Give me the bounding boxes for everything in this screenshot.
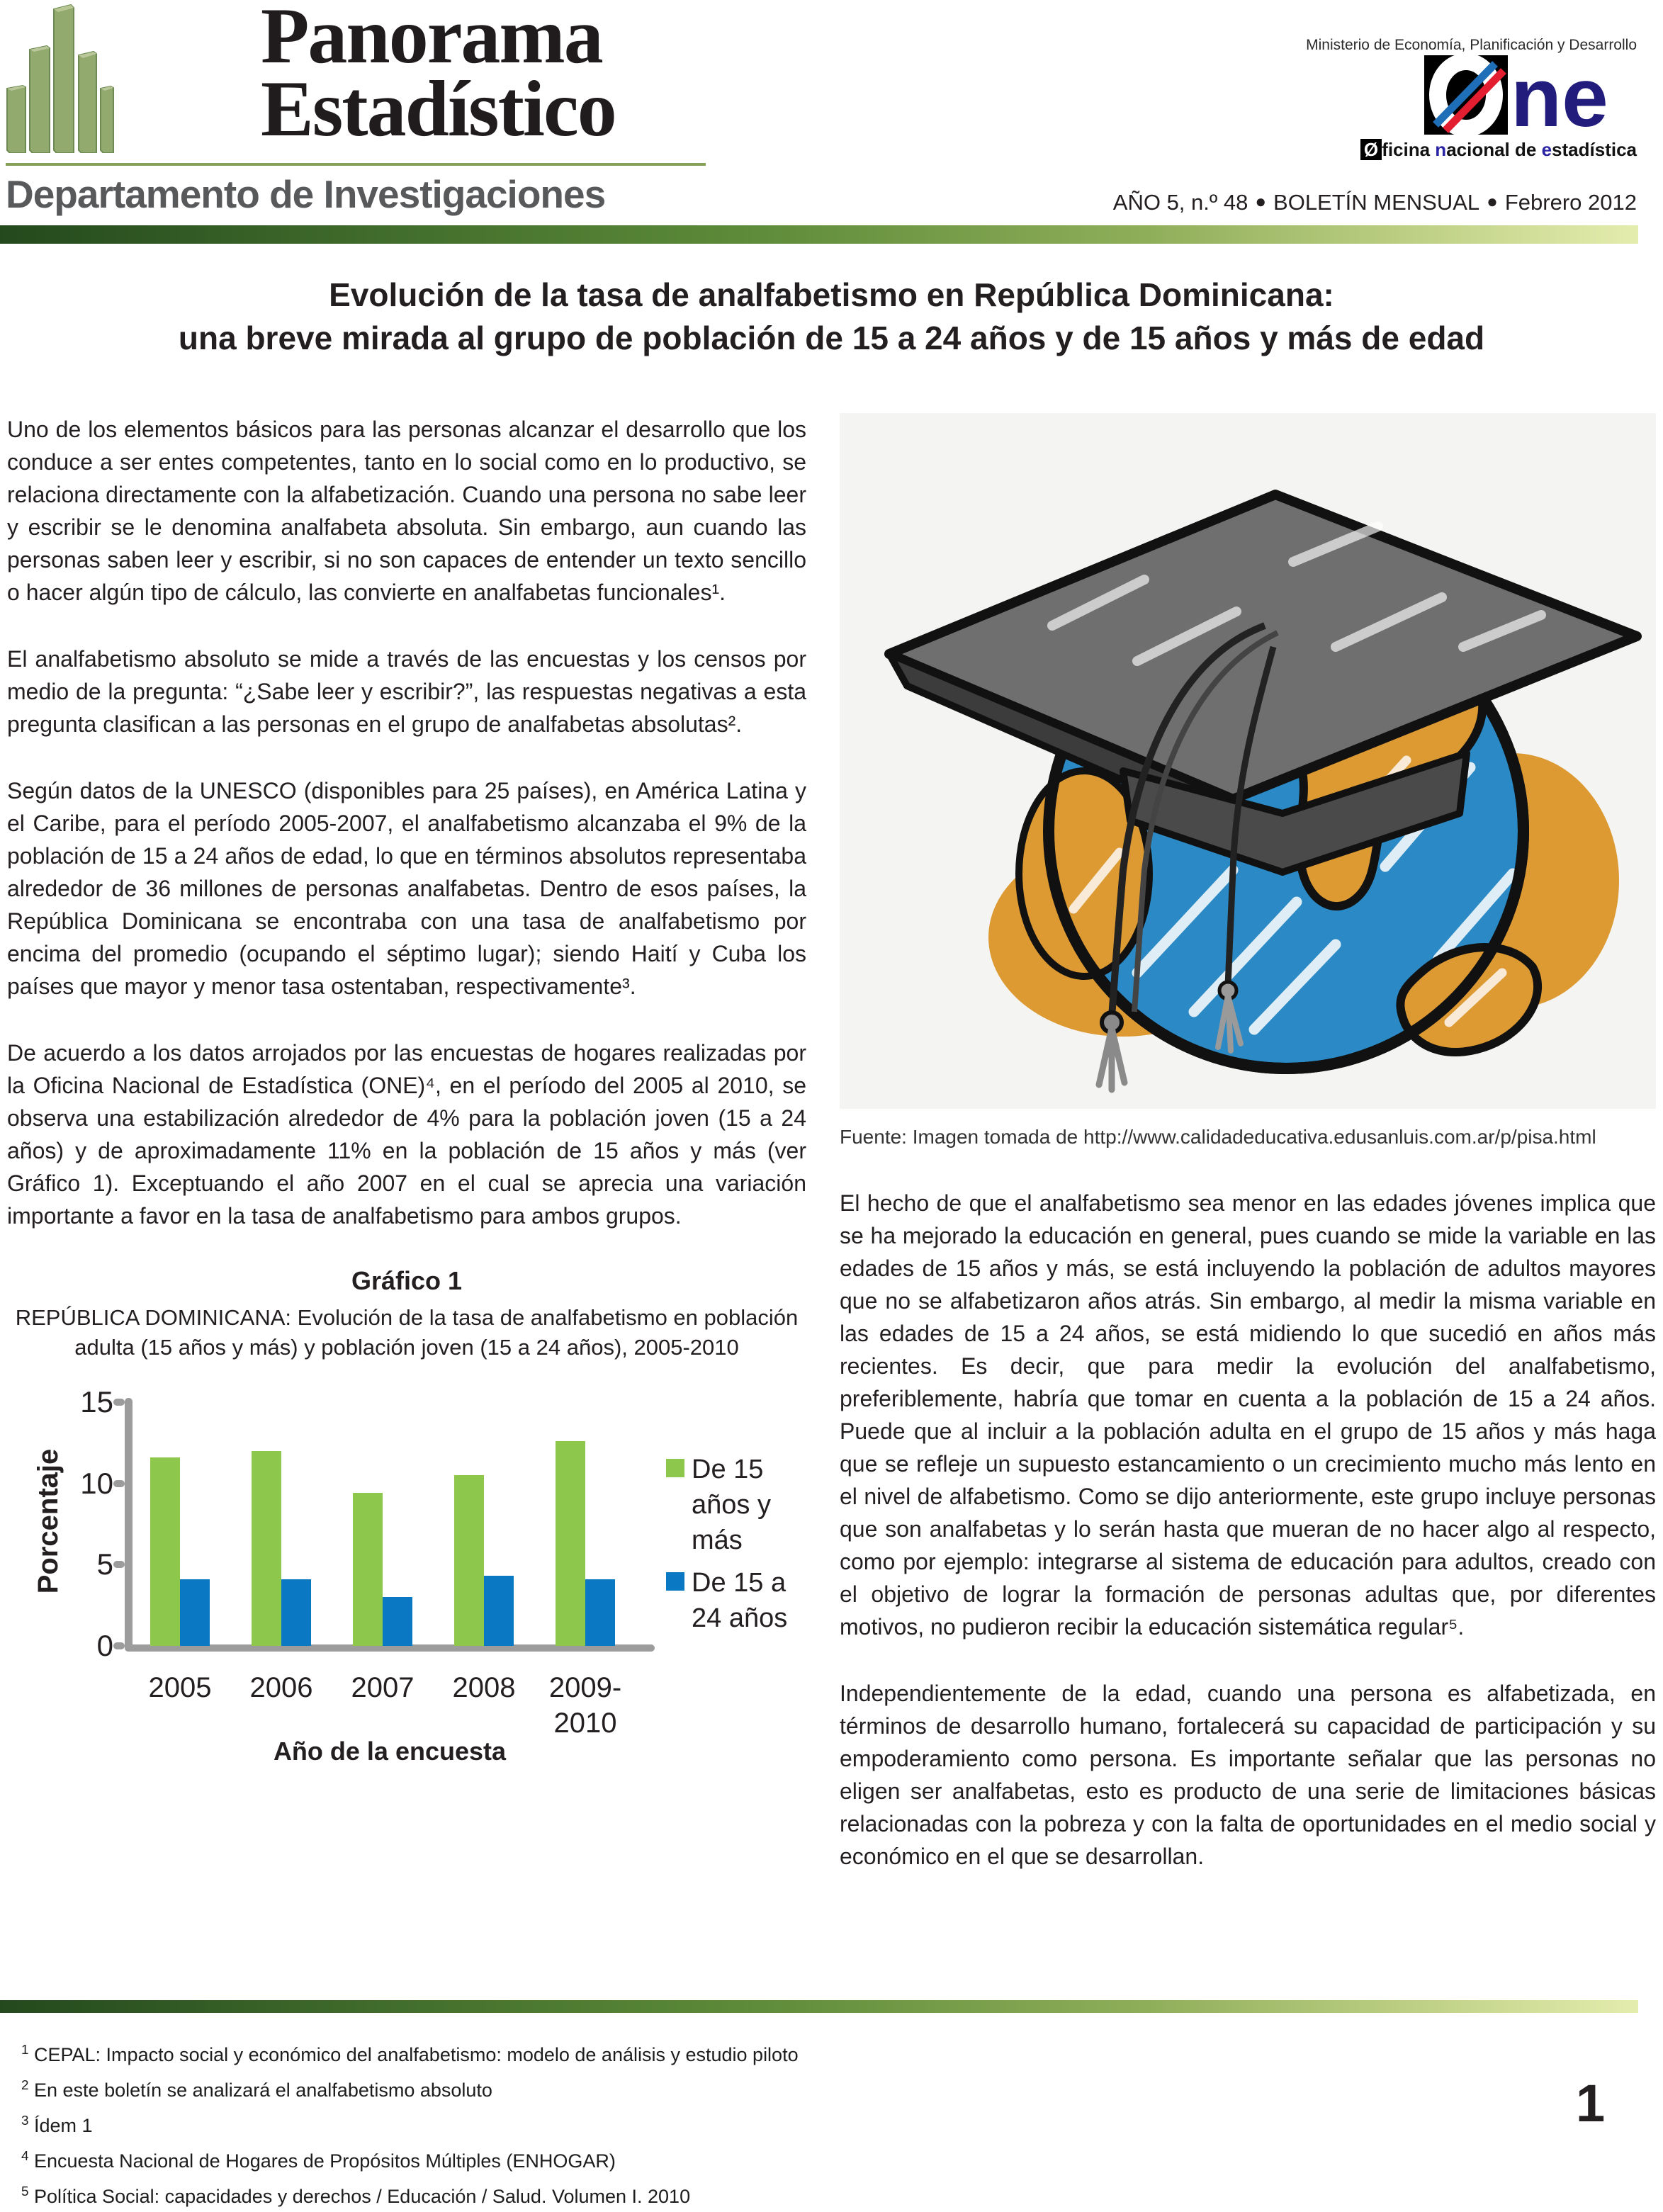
legend-label: De 15 años y más <box>692 1455 771 1555</box>
bar-chart <box>7 1372 806 1819</box>
y-axis-tick-label: 0 <box>96 1629 113 1662</box>
footnote: $^1$ CEPAL: Impacto social y económico del analfabetismo: modelo de análisis y estudio piloto <box>21 2043 799 2065</box>
masthead-title-line2: Estadístico <box>261 65 616 153</box>
left-column <box>7 413 806 1819</box>
footnote: $^3$ Ídem 1 <box>21 2114 93 2136</box>
issue-number: AÑO 5, n.º 48 <box>1112 190 1248 215</box>
bullet-separator-icon: ● <box>1487 191 1498 212</box>
bar-2009-2010-series1 <box>556 1441 585 1646</box>
globe-graduation-cap-image <box>840 413 1656 1109</box>
chart-y-axis-label: Porcentaje <box>33 1448 64 1594</box>
chart-y-axis-line <box>125 1398 133 1652</box>
one-logo-ne-text: ne <box>1511 55 1608 135</box>
issue-dateline <box>1113 190 1637 215</box>
bar-2006-series1 <box>252 1451 281 1646</box>
paragraph: Uno de los elementos básicos para las personas alcanzar el desarrollo que los conduce a ser entes competentes, tanto en lo social como en lo productivo, se relaciona directamente con la alfabetización. Cuando una persona no sabe leer y escribir se le denomina analfabeta absoluta. Sin embargo, aun cuando las personas saben leer y escribir, si no son capaces de entender un texto sencillo o hacer algún tipo de cálculo, las convierte en analfabetas funcionales¹. <box>7 417 806 605</box>
y-axis-tick-mark <box>113 1480 125 1487</box>
chart-x-axis-label: Año de la encuesta <box>273 1737 507 1766</box>
ministry-name: Ministerio de Economía, Planificación y Desarrollo <box>1306 37 1637 53</box>
x-axis-category-label: 2007 <box>351 1672 415 1703</box>
department-name: Departamento de Investigaciones <box>6 172 606 216</box>
chart-subtitle: REPÚBLICA DOMINICANA: Evolución de la tasa de analfabetismo en población adulta (15 años y más) y población joven (15 a 24 años), 2005-2010 <box>15 1305 799 1360</box>
footnote-number: 2 <box>21 2078 29 2093</box>
bullet-separator-icon: ● <box>1255 191 1267 212</box>
y-axis-tick-label: 10 <box>80 1466 113 1500</box>
paragraph: Independientemente de la edad, cuando una persona es alfabetizada, en términos de desarrollo humano, fortalecerá su capacidad de participación y su empoderamiento como persona. Es importante señalar que las personas no eligen ser analfabetas, esto es producto de una serie de limitaciones básicas relacionadas con la pobreza y con la falta de oportunidades en el medio social y económico en el que se desarrollan. <box>840 1681 1656 1869</box>
chart-title: Gráfico 1 <box>351 1266 463 1295</box>
x-axis-category-label: 2006 <box>249 1672 313 1703</box>
y-axis-tick-label: 5 <box>96 1547 113 1581</box>
legend-label: De 15 a 24 años <box>692 1568 788 1633</box>
bar-2007-series1 <box>353 1493 383 1646</box>
x-axis-category-label: 2005 <box>148 1672 212 1703</box>
footnote-number: 3 <box>21 2114 29 2128</box>
one-subtitle-part: stadística <box>1552 139 1637 160</box>
article-title-line1: Evolución de la tasa de analfabetismo en República Dominicana: <box>329 276 1334 313</box>
y-axis-tick-label: 15 <box>80 1385 113 1418</box>
paragraph: De acuerdo a los datos arrojados por las encuestas de hogares realizadas por la Oficina Nacional de Estadística (ONE)⁴, en el período del 2005 al 2010, se observa una estabilización alrededor de 4% para la población joven (15 a 24 años) y de aproximadamente 11% en la población de 15 años y más (ver Gráfico 1). Exceptuando el año 2007 en el cual se aprecia una variación importante a favor en la tasa de analfabetismo para ambos grupos. <box>7 1040 806 1229</box>
page-number: 1 <box>1576 2074 1606 2133</box>
right-column <box>840 413 1656 1907</box>
bottom-green-divider <box>0 2000 1638 2013</box>
x-axis-category-label: 2008 <box>452 1672 516 1703</box>
bar-2008-series1 <box>454 1475 484 1646</box>
one-logo <box>1424 55 1637 135</box>
legend-item <box>666 1565 829 1636</box>
article-title-line2: una breve mirada al grupo de población de 15 a 24 años y de 15 años y más de edad <box>178 320 1485 356</box>
footnote-number: 5 <box>21 2184 29 2199</box>
image-source-caption: Fuente: Imagen tomada de http://www.calidadeducativa.edusanluis.com.ar/p/pisa.html <box>840 1126 1596 1148</box>
paragraph: El analfabetismo absoluto se mide a través de las encuestas y los censos por medio de la pregunta: “¿Sabe leer y escribir?”, las respuestas negativas a esta pregunta clasifican a las personas en el grupo de analfabetas absolutas². <box>7 646 806 737</box>
logo-bar-chart-icon <box>6 3 115 153</box>
bar-2006-series2 <box>281 1579 311 1646</box>
bar-2009-2010-series2 <box>585 1579 615 1646</box>
masthead-title <box>261 0 616 153</box>
x-axis-category-label: 2009-2010 <box>548 1672 622 1739</box>
bar-2005-series2 <box>180 1579 210 1646</box>
y-axis-tick-mark <box>113 1399 125 1406</box>
footnote: $^2$ En este boletín se analizará el analfabetismo absoluto <box>21 2078 492 2101</box>
masthead-title-line1: Panorama <box>261 0 602 80</box>
left-column-paragraphs <box>7 413 806 1232</box>
footnote: $^4$ Encuesta Nacional de Hogares de Propósitos Múltiples (ENHOGAR) <box>21 2149 616 2172</box>
footnote-number: 1 <box>21 2043 29 2058</box>
one-subtitle-part: n <box>1435 139 1447 160</box>
one-subtitle-part: e <box>1541 139 1552 160</box>
footnote: $^5$ Política Social: capacidades y derechos / Educación / Salud. Volumen I. 2010 <box>21 2184 691 2207</box>
one-subtitle-part: ficina <box>1382 139 1436 160</box>
bulletin-type: BOLETÍN MENSUAL <box>1273 190 1480 215</box>
footnote-number: 4 <box>21 2149 29 2164</box>
y-axis-tick-mark <box>113 1642 125 1649</box>
legend-color-swatch-icon <box>666 1572 684 1591</box>
right-column-paragraphs <box>840 1187 1656 1873</box>
one-subtitle-part: acional de <box>1446 139 1542 160</box>
bar-2007-series2 <box>383 1597 412 1646</box>
paragraph: Según datos de la UNESCO (disponibles para 25 países), en América Latina y el Caribe, para el período 2005-2007, el analfabetismo alcanzaba el 9% de la población de 15 a 24 años de edad, lo que en términos absolutos representaba alrededor de 36 millones de personas analfabetas. Dentro de esos países, la República Dominicana se encontraba con una tasa de analfabetismo por encima del promedio (ocupando el séptimo lugar); siendo Haití y Cuba los países que mayor y menor tasa ostentaban, respectivamente³. <box>7 778 806 999</box>
issue-date: Febrero 2012 <box>1504 190 1637 215</box>
one-subtitle <box>1360 139 1637 161</box>
footnotes <box>21 2035 799 2212</box>
masthead-underline <box>6 163 706 166</box>
top-green-divider <box>0 225 1638 244</box>
paragraph: El hecho de que el analfabetismo sea menor en las edades jóvenes implica que se ha mejorado la educación en general, pues cuando se mide la variable en las edades de 15 años y más, se está incluyendo la población de adultos mayores que no se alfabetizaron años atrás. Sin embargo, al medir la misma variable en las edades de 15 a 24 años, se está midiendo lo que sucedió en años más recientes. Es decir, que para medir la evolución del analfabetismo, preferiblemente, habría que tomar en cuenta a la población de 15 a 24 años. Puede que al incluir a la población adulta en el grupo de 15 años y más haga que se refleje un supuesto estancamiento o un crecimiento mucho más lento en el nivel de alfabetismo. Como se dijo anteriormente, este grupo incluye personas que son analfabetas y lo serán hasta que mueran de no hacer algo al respecto, como por ejemplo: integrarse al sistema de educación para adultos, creado con el objetivo de lograr la formación de personas adultas que, por diferentes motivos, no pudieron recibir la educación sistemática regular⁵. <box>840 1190 1656 1640</box>
y-axis-tick-mark <box>113 1561 125 1568</box>
article-title <box>0 273 1663 360</box>
one-subtitle-part: Ø <box>1360 139 1382 160</box>
bar-2008-series2 <box>484 1576 514 1646</box>
legend-color-swatch-icon <box>666 1459 684 1477</box>
legend-item <box>666 1452 829 1558</box>
bar-2005-series1 <box>150 1457 180 1646</box>
